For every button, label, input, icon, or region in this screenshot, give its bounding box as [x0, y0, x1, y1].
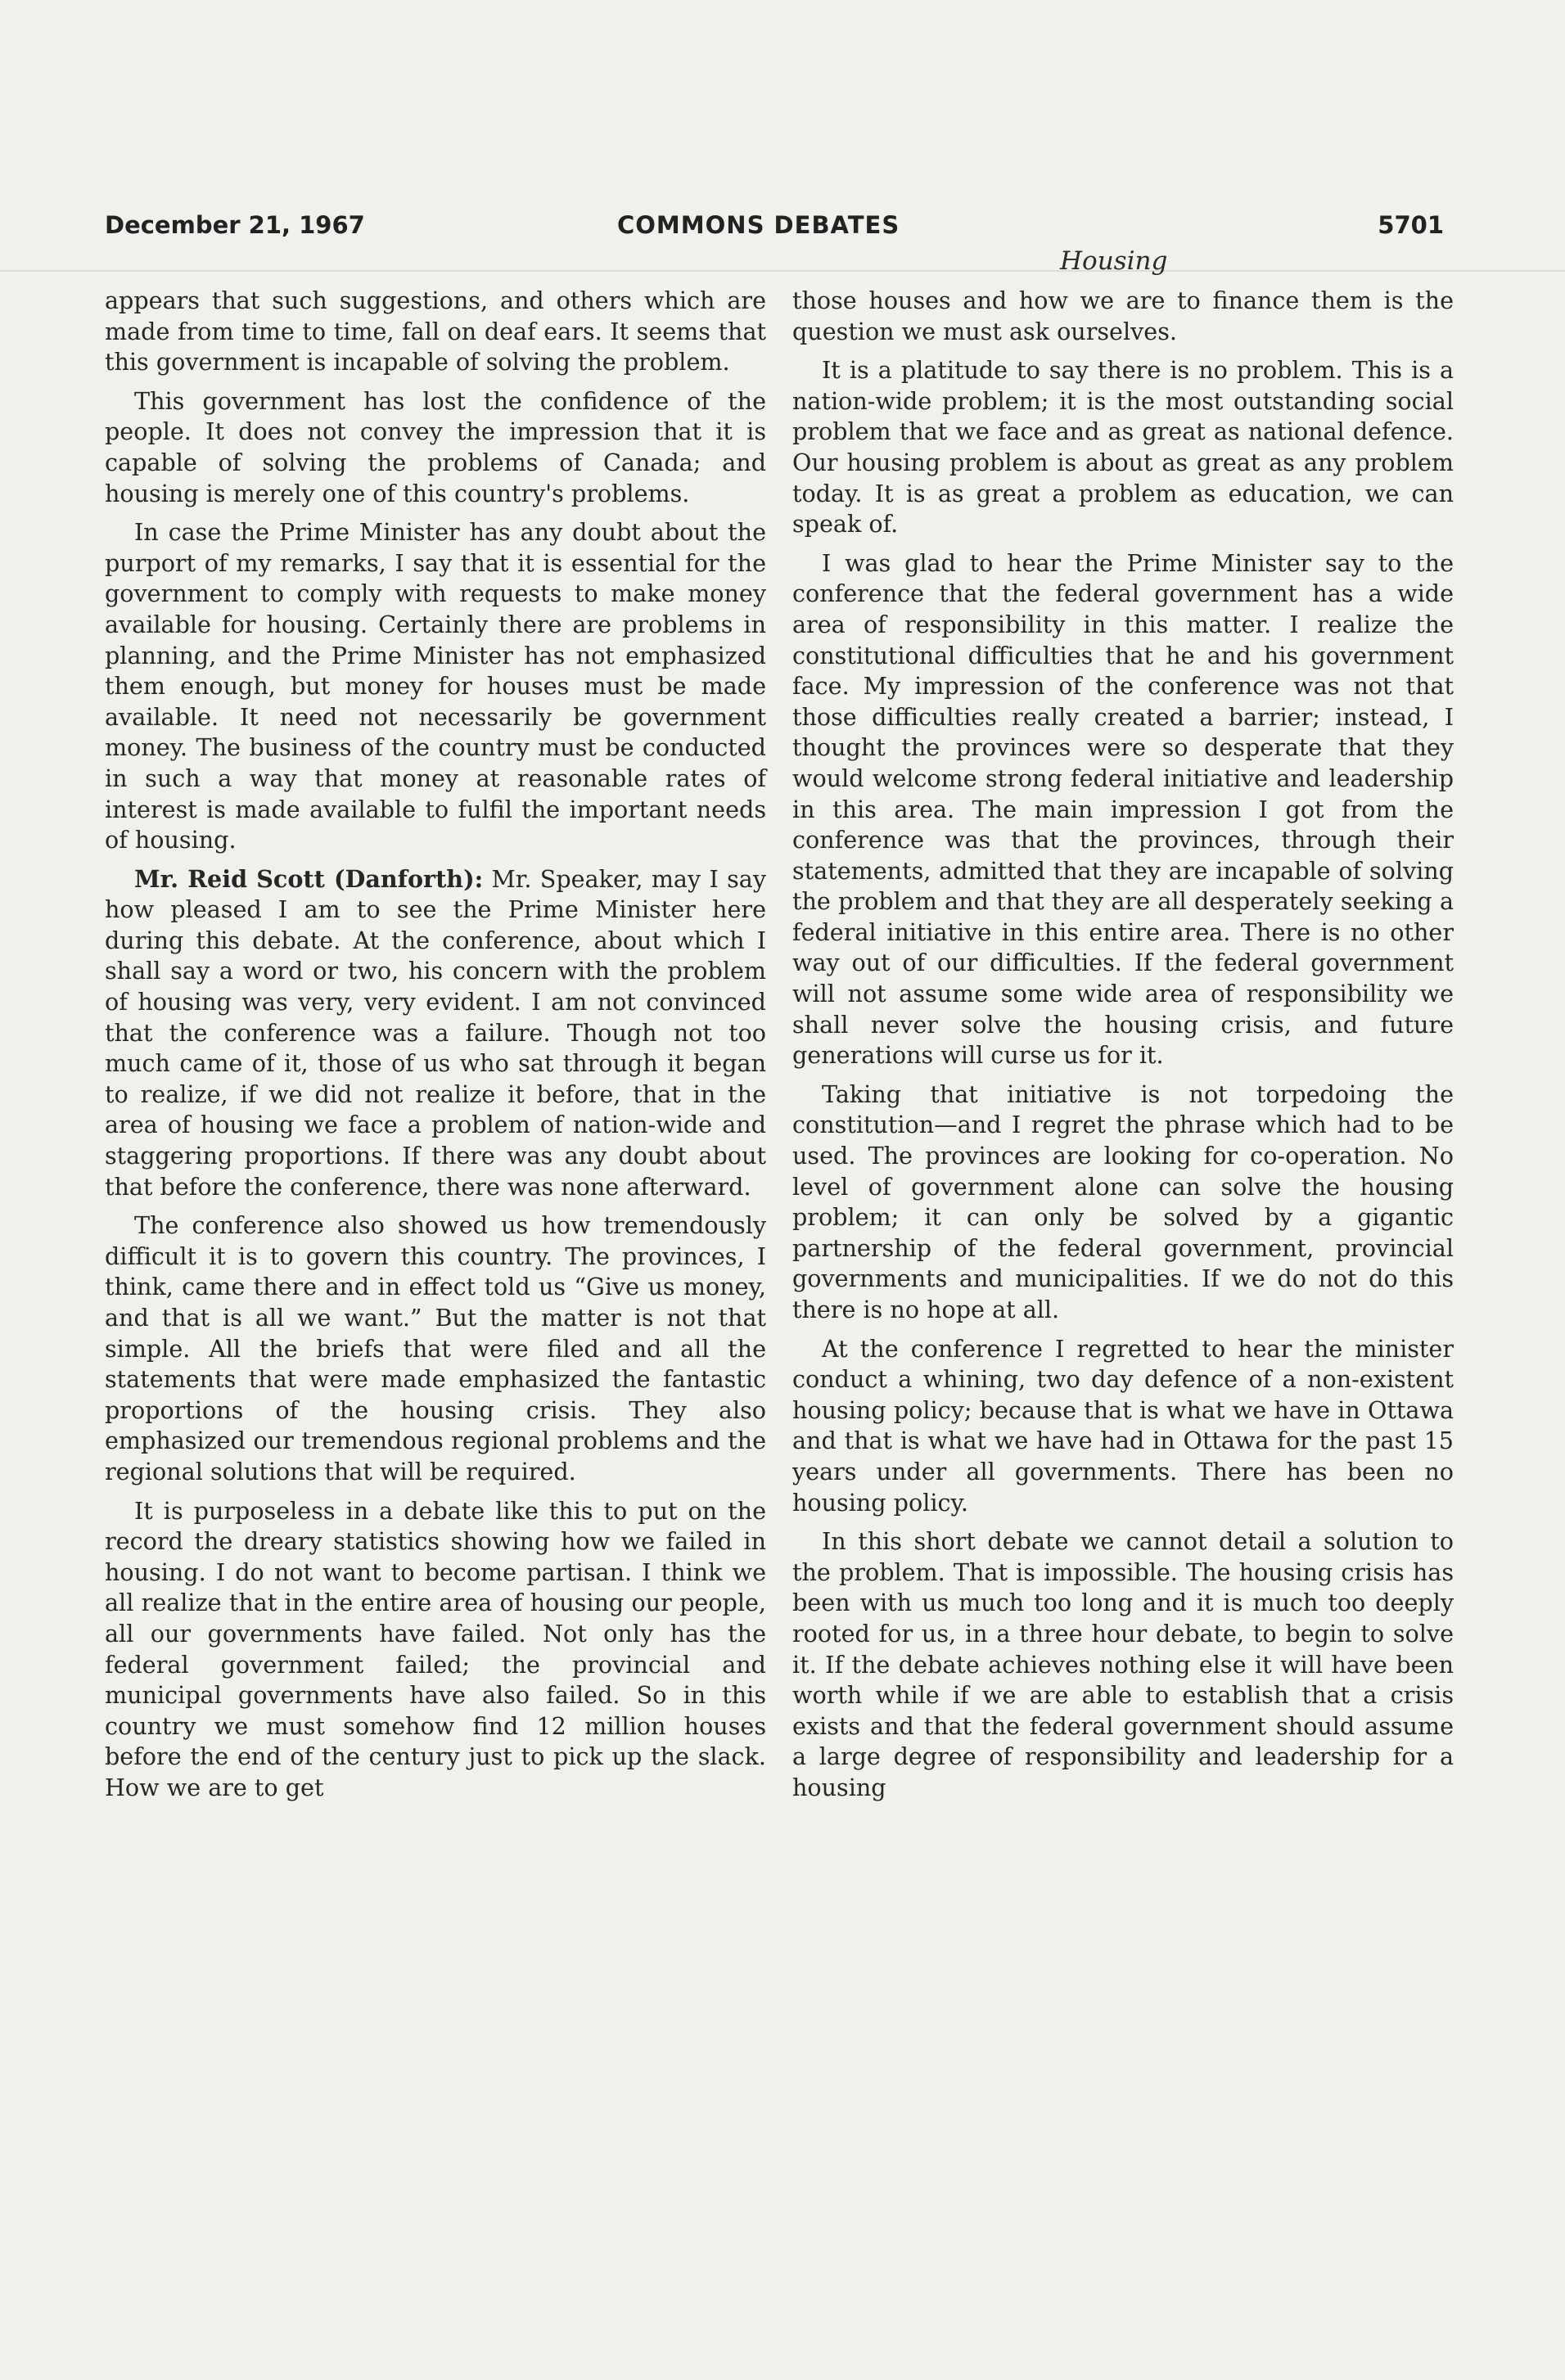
paragraph: I was glad to hear the Prime Minister say to the conference that the federal government has a wide area of responsibility in this matter. I realize the constitutional difficulties that he and his government face. My impression of the conference was not that those difficulties really created a barrier; instead, I thought the provinces were so desperate that they would welcome strong federal initiative and leadership in this area. The main impression I got from the conference was that the provinces, through their statements, admitted that they are incapable of solving the problem and that they are all desperately seeking a federal initiative in this entire area. There is no other way out of our difficulties. If the federal government will not assume some wide area of responsibility we shall never solve the housing crisis, and future generations will curse us for it.: [792, 548, 1454, 1070]
page-number: 5701: [1378, 211, 1444, 239]
speech-text: Mr. Speaker, may I say how pleased I am to see the Prime Minister here during this debate. At the conference, about which I shall say a word or two, his concern with the problem of housing was very, very evident. I am not convinced that the conference was a failure. Though not too much came of it, those of us who sat through it began to realize, if we did not realize it before, that in the area of housing we face a problem of nation-wide and staggering proportions. If there was any doubt about that before the conference, there was none afterward.: [105, 864, 766, 1201]
paragraph: It is purposeless in a debate like this to put on the record the dreary statistics showing how we failed in housing. I do not want to become partisan. I think we all realize that in the entire area of housing our people, all our governments have failed. Not only has the federal government failed; the provincial and municipal governments have also failed. So in this country we must somehow find 12 million houses before the end of the century just to pick up the slack. How we are to get: [105, 1496, 766, 1801]
paragraph: In case the Prime Minister has any doubt about the purport of my remarks, I say that it is essential for the government to comply with requests to make money available for housing. Certainly there are problems in planning, and the Prime Minister has not emphasized them enough, but money for houses must be made available. It need not necessarily be government money. The business of the country must be conducted in such a way that money at reasonable rates of interest is made available to fulfil the important needs of housing.: [105, 518, 766, 854]
running-head: [105, 211, 1447, 244]
right-column: [792, 286, 1454, 1812]
paragraph: Taking that initiative is not torpedoing the constitution—and I regret the phrase which had to be used. The provinces are looking for co-operation. No level of government alone can solve the housing problem; it can only be solved by a gigantic partnership of the federal government, provincial governments and municipalities. If we do not do this there is no hope at all.: [792, 1080, 1454, 1323]
paragraph: The conference also showed us how tremendously difficult it is to govern this country. The provinces, I think, came there and in effect told us “Give us money, and that is all we want.” But the matter is not that simple. All the briefs that were filed and all the statements that were made emphasized the fantastic proportions of the housing crisis. They also emphasized our tremendous regional problems and the regional solutions that will be required.: [105, 1211, 766, 1485]
header-rule: [0, 270, 1565, 272]
header-title: COMMONS DEBATES: [617, 211, 900, 239]
paragraph: In this short debate we cannot detail a solution to the problem. That is impossible. The housing crisis has been with us much too long and it is much too deeply rooted for us, in a three hour debate, to begin to solve it. If the debate achieves nothing else it will have been worth while if we are able to establish that a crisis exists and that the federal government should assume a large degree of responsibility and leadership for a housing: [792, 1527, 1454, 1801]
speaker-name: Mr. Reid Scott (Danforth):: [134, 864, 484, 893]
paragraph: This government has lost the confidence of the people. It does not convey the impression that it is capable of solving the problems of Canada; and housing is merely one of this country's problems.: [105, 386, 766, 507]
paragraph: It is a platitude to say there is no problem. This is a nation-wide problem; it is the most outstanding social problem that we face and as great as national defence. Our housing problem is about as great as any problem today. It is as great a problem as education, we can speak of.: [792, 356, 1454, 539]
header-date: December 21, 1967: [105, 211, 365, 239]
paragraph: appears that such suggestions, and others which are made from time to time, fall on deaf ears. It seems that this government is incapable of solving the problem.: [105, 286, 766, 376]
paragraph: At the conference I regretted to hear the minister conduct a whining, two day defence of a non-existent housing policy; because that is what we have in Ottawa and that is what we have had in Ottawa for the past 15 years under all governments. There has been no housing policy.: [792, 1334, 1454, 1517]
section-heading: Housing: [1060, 246, 1168, 276]
left-column: [105, 286, 766, 1812]
speech-paragraph: [105, 864, 766, 1203]
paragraph: those houses and how we are to finance them is the question we must ask ourselves.: [792, 286, 1454, 345]
